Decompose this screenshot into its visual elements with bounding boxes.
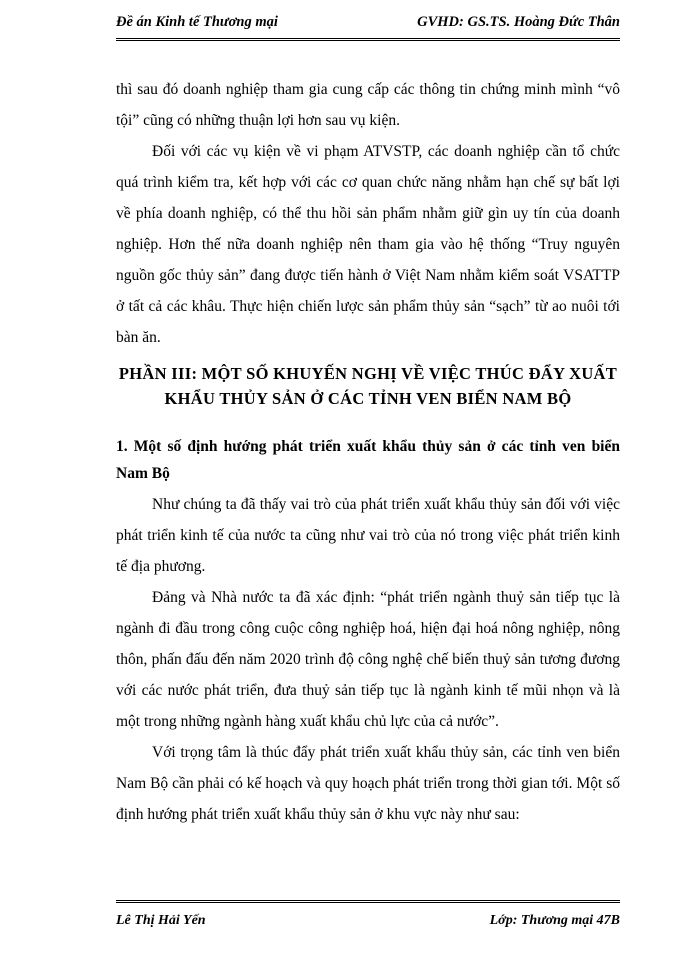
footer-class: Lớp: Thương mại 47B (489, 913, 620, 928)
section-title: 1. Một số định hướng phát triển xuất khẩu thủy sản ở các tỉnh ven biển Nam Bộ (116, 438, 620, 482)
page-footer (116, 900, 620, 929)
paragraph-focus: Với trọng tâm là thúc đẩy phát triển xuất khẩu thủy sản, các tỉnh ven biển Nam Bộ cần phải có kế hoạch và quy hoạch phát triển trong thời gian tới. Một số định hướng phát triển xuất khẩu thủy sản ở khu vực này như sau: (116, 744, 620, 823)
page-body (116, 74, 620, 830)
part-title: PHẦN III: MỘT SỐ KHUYẾN NGHỊ VỀ VIỆC THÚC ĐẨY XUẤT KHẨU THỦY SẢN Ở CÁC TỈNH VEN BIỂN NAM BỘ (118, 364, 618, 408)
header-supervisor: GVHD: GS.TS. Hoàng Đức Thân (417, 14, 620, 30)
paragraph-continuation: thì sau đó doanh nghiệp tham gia cung cấp các thông tin chứng minh mình “vô tội” cũng có những thuận lợi hơn sau vụ kiện. (116, 81, 620, 129)
header-course-title: Đề án Kinh tế Thương mại (116, 14, 278, 30)
paragraph-role: Như chúng ta đã thấy vai trò của phát triển xuất khẩu thủy sản đối với việc phát triển kinh tế của nước ta cũng như vai trò của nó trong việc phát triển kinh tế địa phương. (116, 496, 620, 575)
paragraph-party-quote: Đảng và Nhà nước ta đã xác định: “phát triển ngành thuỷ sản tiếp tục là ngành đi đầu trong công cuộc công nghiệp hoá, hiện đại hoá nông nghiệp, nông thôn, phấn đấu đến năm 2020 trình độ công nghệ chế biến thuỷ sản tương đương với các nước phát triển, đưa thuỷ sản tiếp tục là ngành kinh tế mũi nhọn và là một trong những ngành hàng xuất khẩu chủ lực của cả nước”. (116, 589, 620, 730)
page-header (116, 14, 620, 41)
paragraph-atvstp: Đối với các vụ kiện về vi phạm ATVSTP, các doanh nghiệp cần tổ chức quá trình kiểm tra, kết hợp với các cơ quan chức năng nhằm hạn chế sự bất lợi về phía doanh nghiệp, có thể thu hồi sản phẩm nhằm giữ gìn uy tín của doanh nghiệp. Hơn thế nữa doanh nghiệp nên tham gia vào hệ thống “Truy nguyên nguồn gốc thủy sản” đang được tiến hành ở Việt Nam nhằm kiểm soát VSATTP ở tất cả các khâu. Thực hiện chiến lược sản phẩm thủy sản “sạch” từ ao nuôi tới bàn ăn. (116, 143, 620, 346)
footer-author: Lê Thị Hải Yến (116, 913, 206, 928)
